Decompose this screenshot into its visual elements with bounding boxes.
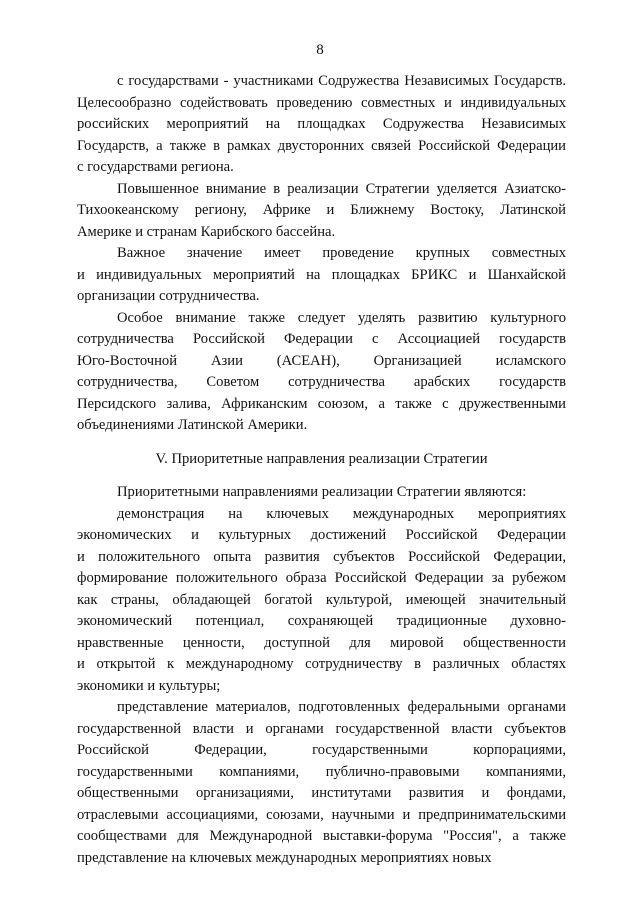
text-line: и положительного опыта развития субъектов Российской Федерации, bbox=[77, 548, 566, 565]
text-line: и индивидуальных мероприятий на площадках БРИКС и Шанхайской bbox=[77, 266, 566, 283]
paragraph bbox=[77, 179, 566, 244]
text-line: государственной власти и органами государственной власти субъектов bbox=[77, 720, 566, 737]
paragraphs-before-heading bbox=[77, 71, 566, 437]
text-line: с государствами - участниками Содружества Независимых Государств. bbox=[117, 73, 566, 89]
text-line: организации сотрудничества. bbox=[77, 288, 260, 304]
text-line: сообществами для Международной выставки-форума "Россия", а также bbox=[77, 828, 566, 844]
text-line: Приоритетными направлениями реализации Стратегии являются: bbox=[117, 484, 527, 500]
page-number: 8 bbox=[316, 42, 324, 58]
text-line: представление на ключевых международных мероприятиях новых bbox=[77, 849, 492, 866]
text-line: Российской Федерации, государственными корпорациями, bbox=[77, 742, 566, 758]
text-line: представление материалов, подготовленных федеральными органами bbox=[117, 699, 566, 715]
text-line: сотрудничества, Советом сотрудничества арабских государств bbox=[77, 374, 566, 390]
document-body bbox=[77, 71, 566, 869]
paragraph bbox=[77, 308, 566, 437]
paragraphs-after-heading bbox=[77, 482, 566, 869]
text-line: формирование положительного образа Российской Федерации за рубежом bbox=[77, 570, 566, 586]
paragraph bbox=[77, 697, 566, 869]
paragraph bbox=[77, 504, 566, 698]
text-line: отраслевыми ассоциациями, союзами, научными и предпринимательскими bbox=[77, 806, 566, 823]
text-line: сотрудничества Российской Федерации с Ассоциацией государств bbox=[77, 331, 566, 347]
text-line: демонстрация на ключевых международных мероприятиях bbox=[117, 505, 566, 522]
text-line: экономический потенциал, сохраняющей традиционные духовно- bbox=[77, 613, 566, 629]
section-heading: V. Приоритетные направления реализации Стратегии bbox=[155, 450, 488, 467]
paragraph bbox=[77, 482, 566, 504]
text-line: нравственные ценности, доступной для мировой общественности bbox=[77, 634, 566, 651]
text-line: с государствами региона. bbox=[77, 159, 234, 175]
text-line: Америке и странам Карибского бассейна. bbox=[77, 223, 336, 240]
text-line: как страны, обладающей богатой культурой, имеющей значительный bbox=[77, 591, 566, 608]
text-line: Целесообразно содействовать проведению совместных и индивидуальных bbox=[77, 94, 566, 111]
text-line: Особое внимание также следует уделять развитию культурного bbox=[117, 309, 566, 326]
paragraph bbox=[77, 243, 566, 308]
text-line: объединениями Латинской Америки. bbox=[77, 417, 308, 433]
text-line: Юго-Восточной Азии (АСЕАН), Организацией исламского bbox=[77, 352, 566, 369]
text-line: Персидского залива, Африканским союзом, а также с дружественными bbox=[77, 395, 566, 412]
text-line: и открытой к международному сотрудничеству в различных областях bbox=[77, 656, 566, 672]
text-line: российских мероприятий на площадках Содружества Независимых bbox=[77, 116, 566, 132]
text-line: Государств, а также в рамках двусторонних связей Российской Федерации bbox=[77, 137, 566, 154]
text-line: экономических и культурных достижений Российской Федерации bbox=[77, 527, 566, 543]
text-line: Важное значение имеет проведение крупных совместных bbox=[117, 245, 566, 261]
text-line: экономики и культуры; bbox=[77, 677, 221, 694]
text-line: Повышенное внимание в реализации Стратегии уделяется Азиатско- bbox=[117, 180, 566, 197]
text-line: государственными компаниями, публично-правовыми компаниями, bbox=[77, 763, 566, 780]
paragraph bbox=[77, 71, 566, 179]
text-line: Тихоокеанскому региону, Африке и Ближнему Востоку, Латинской bbox=[77, 202, 566, 218]
text-line: общественными организациями, институтами развития и фондами, bbox=[77, 785, 566, 801]
